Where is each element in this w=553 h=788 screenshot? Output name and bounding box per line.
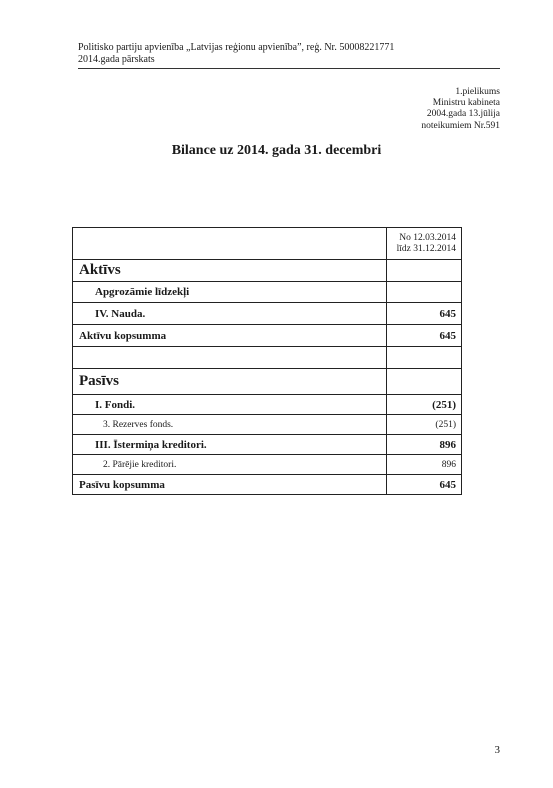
table-row (73, 369, 462, 395)
document-header (78, 42, 498, 66)
header-divider (78, 68, 500, 69)
header-report-year: 2014.gada pārskats (78, 54, 155, 65)
period-end: līdz 31.12.2014 (396, 244, 456, 254)
row-label: IV. Nauda. (73, 303, 387, 325)
row-value: (251) (387, 415, 462, 435)
table-row (73, 395, 462, 415)
table-row (73, 435, 462, 455)
balance-sheet-table (72, 227, 462, 495)
header-label-cell (73, 228, 387, 260)
section-heading-liabilities: Pasīvs (73, 369, 387, 395)
row-label: Apgrozāmie līdzekļi (73, 282, 387, 303)
table-row-spacer (73, 347, 462, 369)
row-value: (251) (387, 395, 462, 415)
table-row (73, 282, 462, 303)
table-row (73, 455, 462, 475)
row-value: 896 (387, 435, 462, 455)
page-title: Bilance uz 2014. gada 31. decembri (171, 143, 382, 158)
row-value: 645 (387, 475, 462, 495)
section-heading-assets: Aktīvs (73, 260, 387, 282)
row-label: III. Īstermiņa kreditori. (73, 435, 387, 455)
annex-reference (340, 87, 500, 132)
period-start: No 12.03.2014 (399, 233, 456, 243)
row-value (387, 260, 462, 282)
table-row (73, 303, 462, 325)
row-label: 3. Rezerves fonds. (73, 415, 387, 435)
table-row (73, 260, 462, 282)
row-value (387, 347, 462, 369)
header-organization: Politisko partiju apvienība „Latvijas reģionu apvienība”, reģ. Nr. 50008221771 (78, 42, 395, 53)
table-header-row (73, 228, 462, 260)
row-value: 645 (387, 325, 462, 347)
page-number: 3 (494, 744, 500, 756)
row-value (387, 282, 462, 303)
row-label (73, 347, 387, 369)
annex-line: noteikumiem Nr.591 (421, 120, 500, 131)
row-value: 645 (387, 303, 462, 325)
row-label: 2. Pārējie kreditori. (73, 455, 387, 475)
annex-line: 1.pielikums (455, 87, 500, 97)
row-label: I. Fondi. (73, 395, 387, 415)
row-label: Pasīvu kopsumma (73, 475, 387, 495)
table-row (73, 325, 462, 347)
period-cell (387, 228, 462, 260)
table-row (73, 475, 462, 495)
row-label: Aktīvu kopsumma (73, 325, 387, 347)
annex-line: Ministru kabineta (432, 98, 500, 109)
row-value: 896 (387, 455, 462, 475)
annex-line: 2004.gada 13.jūlija (426, 109, 500, 120)
row-value (387, 369, 462, 395)
table-row (73, 415, 462, 435)
